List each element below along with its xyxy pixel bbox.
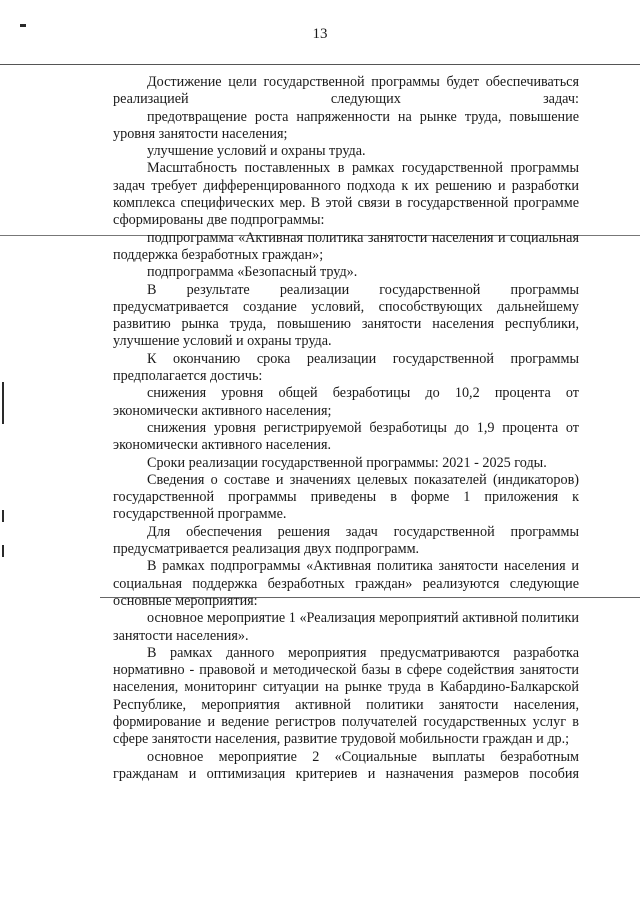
- scan-bar-left-2: [2, 510, 4, 522]
- paragraph: Сведения о составе и значениях целевых показателей (индикаторов) государственной программы приведены в форме 1 приложения к государственной программе.: [113, 471, 579, 523]
- paragraph: Сроки реализации государственной программы: 2021 - 2025 годы.: [147, 454, 547, 471]
- paragraph: В результате реализации государственной программы предусматривается создание условий, способствующих дальнейшему развитию рынка труда, повышению занятости населения республики, улучшение условий и охраны труда.: [113, 281, 579, 350]
- paragraph: Масштабность поставленных в рамках государственной программы задач требует дифференцированного подхода к их решению и разработки комплекса специфических мер. В этой связи в государственной программе сформированы две подпрограммы:: [113, 160, 579, 229]
- paragraph: основное мероприятие 2 «Социальные выплаты безработным гражданам и оптимизация критериев и назначения размеров пособия: [113, 748, 579, 782]
- scan-line-top: [0, 64, 640, 65]
- paragraph: К окончанию срока реализации государственной программы предполагается достичь:: [113, 350, 579, 385]
- paragraph: подпрограмма «Безопасный труд».: [147, 264, 358, 281]
- document-body: [113, 74, 579, 783]
- paragraph: В рамках подпрограммы «Активная политика занятости населения и социальная поддержка безработных граждан» реализуются следующие основные мероприятия:: [113, 558, 579, 609]
- paragraph: Для обеспечения решения задач государственной программы предусматривается реализация двух подпрограмм.: [113, 523, 579, 558]
- paragraph: снижения уровня регистрируемой безработицы до 1,9 процента от экономически активного населения.: [113, 419, 579, 454]
- paragraph: В рамках данного мероприятия предусматриваются разработка нормативно - правовой и методической базы в сфере содействия занятости населения, мониторинг ситуации на рынке труда в Кабардино-Балкарской Республике, мероприятия активной политики занятости населения, формирование и ведение регистров получателей государственных услуг в сфере занятости населения, развитие трудовой мобильности граждан и др.;: [113, 644, 579, 748]
- scan-mark-left-top: [20, 24, 26, 27]
- paragraph: снижения уровня общей безработицы до 10,2 процента от экономически активного населения;: [113, 385, 579, 419]
- page-number: 13: [312, 26, 328, 42]
- paragraph: Достижение цели государственной программы будет обеспечиваться реализацией следующих задач:: [113, 74, 579, 108]
- paragraph: улучшение условий и охраны труда.: [147, 143, 366, 160]
- paragraph: подпрограмма «Активная политика занятости населения и социальная поддержка безработных граждан»;: [113, 229, 579, 263]
- scan-bar-left-3: [2, 545, 4, 557]
- scan-bar-left-1: [2, 382, 4, 424]
- paragraph: основное мероприятие 1 «Реализация мероприятий активной политики занятости населения».: [113, 610, 579, 644]
- paragraph: предотвращение роста напряженности на рынке труда, повышение уровня занятости населения;: [113, 108, 579, 142]
